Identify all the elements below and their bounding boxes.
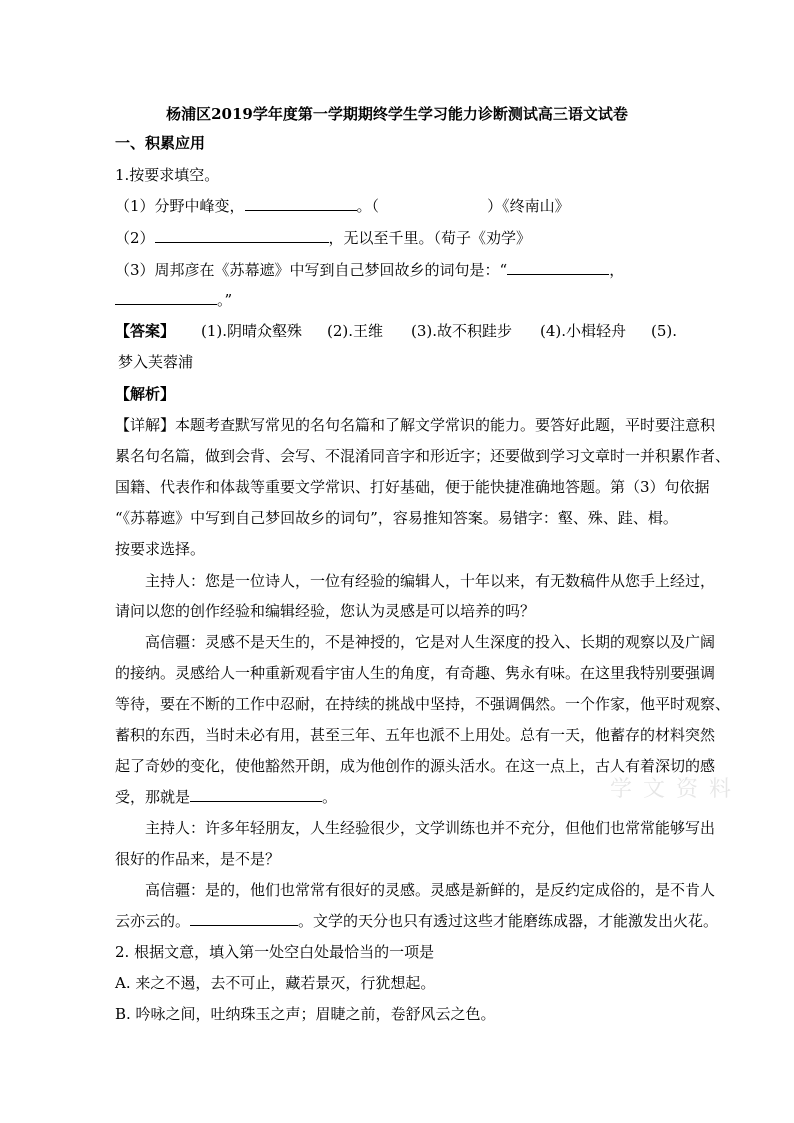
answer-label: 【答案】 [115,322,176,340]
section-heading: 一、积累应用 [115,134,206,152]
passage-line: 请问以您的创作经验和编辑经验，您认为灵感是可以培养的吗？ [115,602,536,620]
analysis-label: 【解析】 [115,385,176,403]
passage-line: 主持人：许多年轻朋友，人生经验很少，文学训练也并不充分，但他们也常常能够写出 [145,819,716,837]
answer-5-text: 梦入芙蓉浦 [118,353,194,371]
passage-text: 受，那就是 [115,788,191,806]
item-text: ， [609,261,625,279]
item-text: （2） [115,229,155,247]
passage-blank-1[interactable] [190,787,322,802]
passage-line [115,787,337,807]
item-text: 。（ [356,197,380,215]
analysis-line: 累名句名篇，做到会背、会写、不混淆同音字和形近字；还要做到学习文章时一并积累作者、 [115,447,731,465]
passage-text: 。文学的天分也只有透过这些才能磨练成器，才能激发出火花。 [298,912,719,930]
answer-2: (2).王维 [327,322,384,340]
passage-text: 。 [322,788,338,806]
answer-1: (1).阴晴众壑殊 [201,322,303,340]
analysis-line: 【详解】本题考查默写常见的名句名篇和了解文学常识的能力。要答好此题，平时要注意积 [115,416,716,434]
answer-3: (3).故不积跬步 [411,322,513,340]
question-1-item-3 [115,260,624,280]
passage-line: 高信疆：灵感不是天生的，不是神授的，它是对人生深度的投入、长期的观察以及广阔 [145,633,716,651]
answer-4: (4).小楫轻舟 [540,322,627,340]
question-1-item-2 [115,228,531,248]
option-a[interactable]: A. 来之不遏，去不可止，藏若景灭，行犹想起。 [115,974,436,992]
watermark: 学 文 资 料 [610,777,733,802]
passage-intro: 按要求选择。 [115,540,206,558]
passage-line: 高信疆：是的，他们也常常有很好的灵感。灵感是新鲜的，是反约定成俗的，是不肯人 [145,881,716,899]
answer-blank[interactable] [507,260,609,275]
passage-text: 云亦云的。 [115,912,191,930]
item-text: （3）周邦彦在《苏幕遮》中写到自己梦回故乡的词句是：“ [115,261,508,279]
answer-blank[interactable] [245,196,357,211]
answer-row [115,321,678,341]
passage-blank-2[interactable] [190,911,298,926]
answer-blank[interactable] [115,290,217,305]
analysis-line: “《苏幕遮》中写到自己梦回故乡的词句”，容易推知答案。易错字：壑、殊、跬、楫。 [115,509,678,527]
passage-line: 等待，要在不断的工作中忍耐，在持续的挑战中坚持，不强调偶然。一个作家，他平时观察、 [115,695,731,713]
question-1-prompt: 1.按要求填空。 [115,166,220,184]
passage-line: 的接纳。灵感给人一种重新观看宇宙人生的角度，有奇趣、隽永有味。在这里我特别要强调 [115,664,716,682]
question-1-item-3-cont [115,290,232,310]
item-text: ，无以至千里。（荀子《劝学》 [328,229,532,247]
question-2-prompt: 2. 根据文意，填入第一处空白处最恰当的一项是 [115,943,435,961]
passage-line: 蓄积的东西，当时未必有用，甚至三年、五年也派不上用处。总有一天，他蓄存的材料突然 [115,726,716,744]
item-text: （1）分野中峰变， [115,197,245,215]
answer-5-label: (5). [651,322,678,340]
question-1-item-1 [115,196,570,216]
item-text: ）《终南山》 [487,197,570,215]
answer-blank[interactable] [155,228,329,243]
option-b[interactable]: B. 吟咏之间，吐纳珠玉之声；眉睫之前，卷舒风云之色。 [115,1005,496,1023]
passage-line: 起了奇妙的变化，使他豁然开朗，成为他创作的源头活水。在这一点上，古人有着深切的感 [115,757,716,775]
item-text: 。” [217,291,233,309]
passage-line: 很好的作品来，是不是？ [115,850,281,868]
analysis-line: 国籍、代表作和体裁等重要文学常识、打好基础，便于能快捷准确地答题。第（3）句依据 [115,478,710,496]
page-title: 杨浦区2019学年度第一学期期终学生学习能力诊断测试高三语文试卷 [166,105,628,123]
passage-line [115,911,718,931]
passage-line: 主持人：您是一位诗人，一位有经验的编辑人，十年以来，有无数稿件从您手上经过， [145,572,716,590]
